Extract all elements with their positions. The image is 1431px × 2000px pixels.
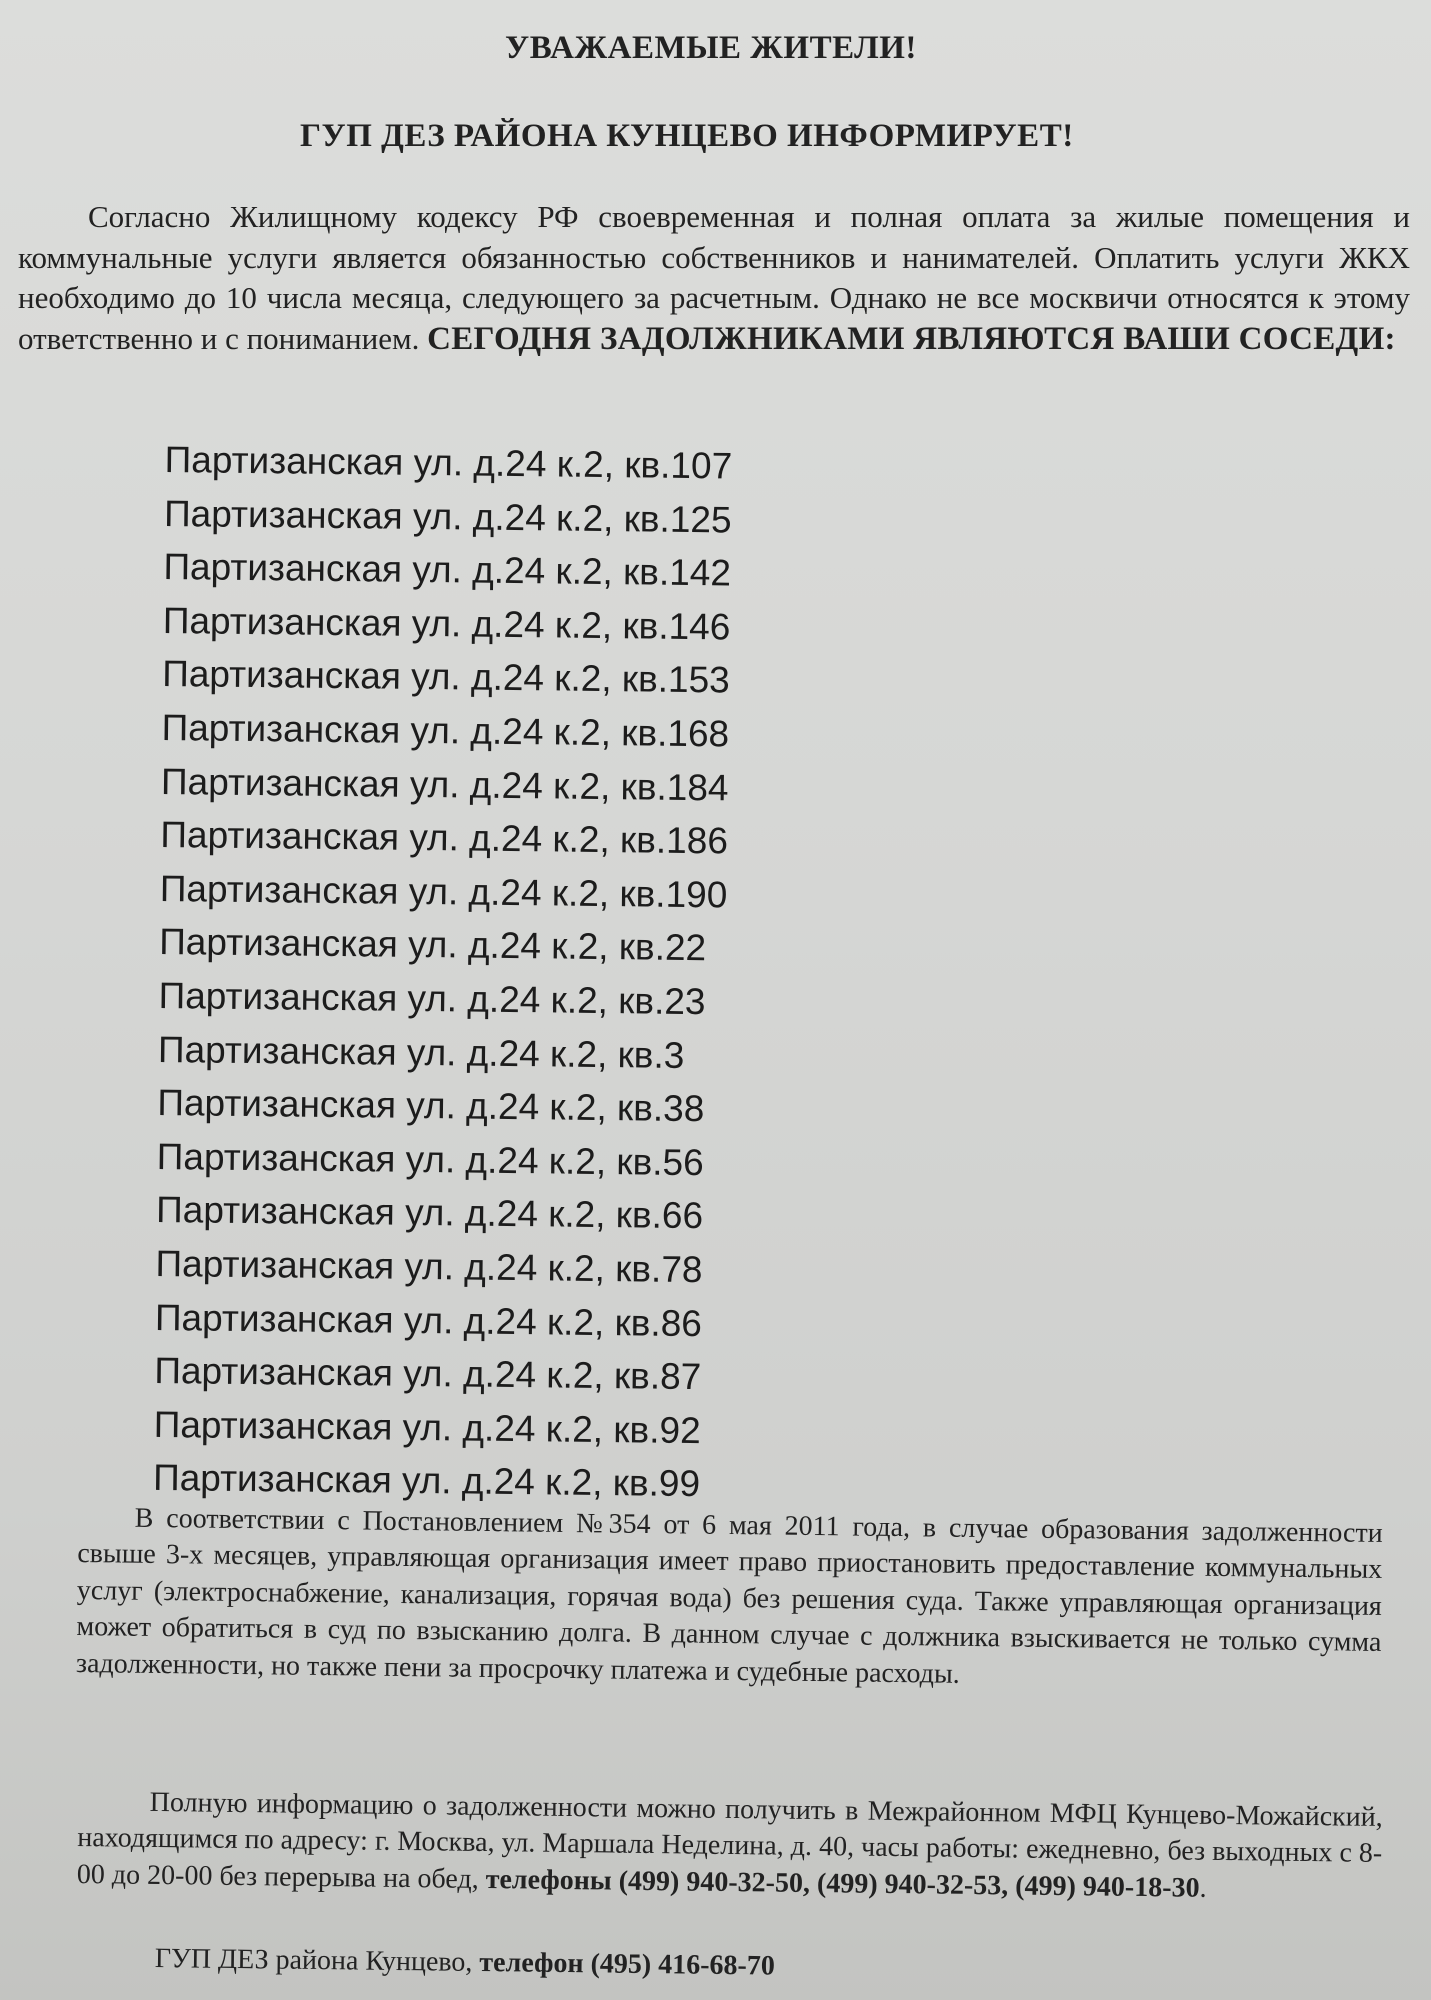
law-paragraph: В соответствии с Постановлением №354 от 6 мая 2011 года, в случае образования задолженности свыше 3-х месяцев, управляющая организация имеет право приостановить предоставление коммунальных услуг (электроснабжение, канализация, горячая вода) без решения суда. Также управляющая организация может обратиться в суд по взысканию долга. В данном случае с должника взыскивается не только сумма задолженности, но также пени за просрочку платежа и судебные расходы. [75,1502,1383,1690]
footer-line [155,1943,775,1983]
debtor-address: Партизанская ул. д.24 к.2, кв.92 [153,1403,701,1451]
debtor-address: Партизанская ул. д.24 к.2, кв.38 [157,1082,705,1130]
debtor-address: Партизанская ул. д.24 к.2, кв.78 [155,1242,703,1291]
debtor-address: Партизанская ул. д.24 к.2, кв.153 [162,653,730,701]
info-paragraph [77,1784,1383,1909]
footer-phone: телефон (495) 416-68-70 [479,1946,776,1982]
debtor-address: Партизанская ул. д.24 к.2, кв.86 [154,1296,703,1344]
intro-emphasis: СЕГОДНЯ ЗАДОЛЖНИКАМИ ЯВЛЯЮТСЯ ВАШИ СОСЕДИ: [427,320,1396,357]
info-phones: телефоны (499) 940-32-50, (499) 940-32-53, (499) 940-18-30 [485,1863,1200,1904]
debtor-address: Партизанская ул. д.24 к.2, кв.3 [157,1028,685,1076]
intro-paragraph [18,197,1410,359]
debtor-address: Партизанская ул. д.24 к.2, кв.146 [162,599,731,648]
debtor-address: Партизанская ул. д.24 к.2, кв.87 [154,1350,702,1398]
debtor-address: Партизанская ул. д.24 к.2, кв.107 [164,438,733,487]
debtor-address: Партизанская ул. д.24 к.2, кв.168 [161,706,730,755]
intro-text: Согласно Жилищному кодексу РФ своевременная и полная оплата за жилые помещения и коммунальные услуги является обязанностью собственников и нанимателей. Оплатить услуги ЖКХ необходимо до 10 числа месяца, следующего за расчетным. Однако не все москвичи относятся к этому ответственно и с пониманием. [18,199,1410,356]
debtor-address: Партизанская ул. д.24 к.2, кв.186 [160,814,729,862]
debtor-address: Партизанская ул. д.24 к.2, кв.22 [158,921,707,969]
debtor-address: Партизанская ул. д.24 к.2, кв.125 [163,492,732,541]
debtor-address: Партизанская ул. д.24 к.2, кв.56 [156,1135,704,1183]
footer-organization: ГУП ДЕЗ района Кунцево, [154,1943,480,1978]
notice-heading-residents: УВАЖАЕМЫЕ ЖИТЕЛИ! [505,30,917,66]
debtor-address: Партизанская ул. д.24 к.2, кв.66 [155,1189,704,1237]
info-end: . [1199,1872,1207,1904]
debtor-list [153,433,733,1511]
notice-heading-organization: ГУП ДЕЗ РАЙОНА КУНЦЕВО ИНФОРМИРУЕТ! [300,118,1074,154]
debtor-address: Партизанская ул. д.24 к.2, кв.142 [163,546,732,594]
debtor-address: Партизанская ул. д.24 к.2, кв.99 [152,1457,701,1505]
debtor-address: Партизанская ул. д.24 к.2, кв.190 [159,867,728,916]
info-text: Полную информацию о задолженности можно получить в Межрайонном МФЦ Кунцево-Можайский, находящимся по адресу: г. Москва, ул. Маршала Неделина, д. 40, часы работы: ежедневно, без выходных с 8-00 до 20-00 без перерыва на обед, [76,1786,1383,1895]
debtor-address: Партизанская ул. д.24 к.2, кв.184 [160,760,729,808]
debtor-address: Партизанская ул. д.24 к.2, кв.23 [158,974,706,1023]
